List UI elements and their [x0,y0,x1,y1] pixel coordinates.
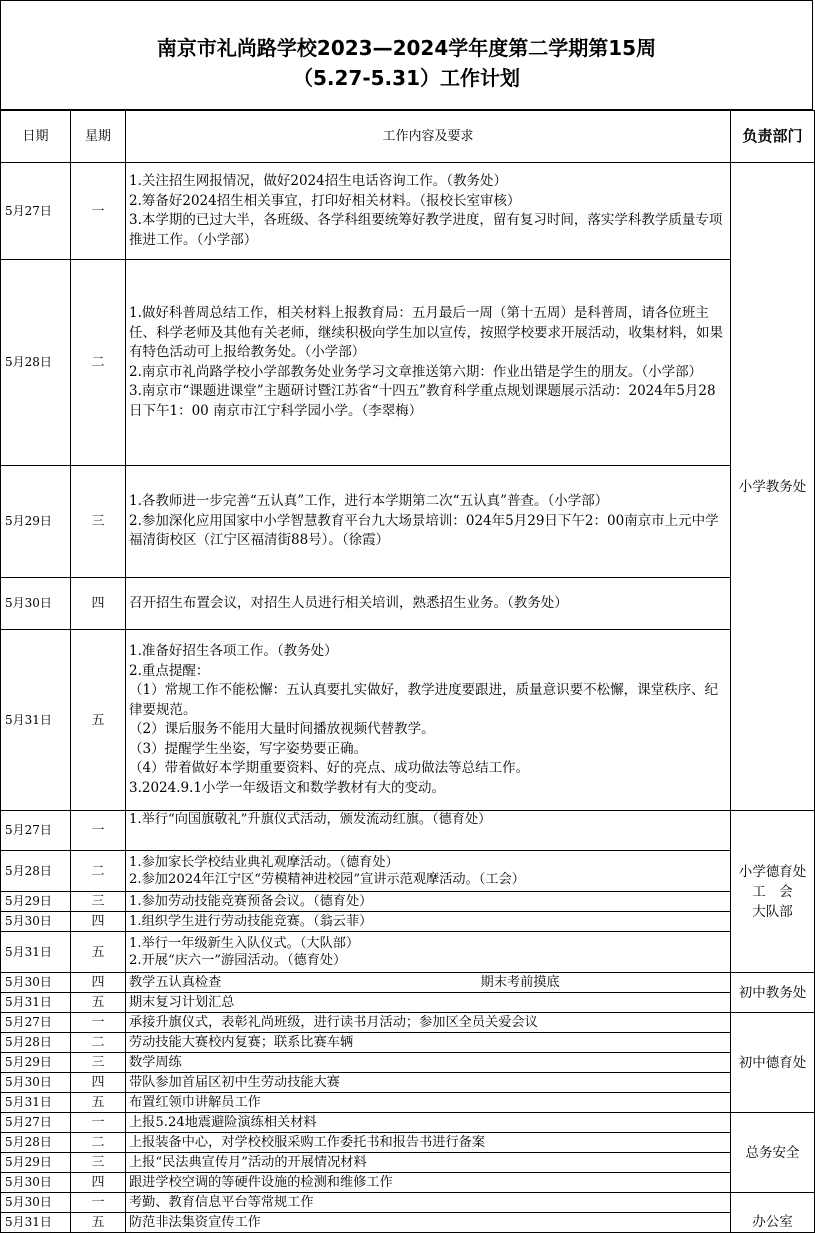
content-cell: 防范非法集资宣传工作 [126,1213,731,1233]
date-cell: 5月31日 [1,1213,71,1233]
table-row [1,1193,815,1213]
date-cell: 5月27日 [1,1113,71,1133]
content-line: 1.做好科普周总结工作，相关材料上报教育局：五月最后一周（第十五周）是科普周，请各位班主任、科学老师及其他有关老师，继续积极向学生加以宣传，按照学校要求开展活动，收集材料，如果有特色活动可上报给教务处。（小学部） [129,305,723,360]
dept-cell-middle-moral: 初中德育处 [731,1013,815,1113]
date-cell: 5月30日 [1,1173,71,1193]
date-cell: 5月27日 [1,811,71,851]
content-cell [126,260,731,466]
content-line: （1）常规工作不能松懈：五认真要扎实做好，教学进度要跟进，质量意识要不松懈，课堂秩序、纪律要规范。 [129,682,719,718]
content-line: 3.2024.9.1小学一年级语文和数学教材有大的变动。 [129,779,445,796]
date-cell: 5月30日 [1,1073,71,1093]
weekday-cell: 五 [71,993,126,1013]
table-row [1,163,815,260]
content-text-right: 期末考前摸底 [480,975,560,990]
weekday-cell: 四 [71,1073,126,1093]
content-line: （4）带着做好本学期重要资料、好的亮点、成功做法等总结工作。 [129,760,530,776]
dept-line: 工 会 [752,883,793,900]
content-cell [126,912,731,932]
dept-cell-office: 办公室 [731,1193,815,1233]
date-cell: 5月27日 [1,163,71,260]
table-row [1,892,815,912]
content-line: 1.关注招生网报情况，做好2024招生电话咨询工作。（教务处） [129,173,507,189]
date-cell: 5月31日 [1,1093,71,1113]
dept-line: 小学德育处 [738,863,807,880]
header-dept: 负责部门 [731,111,815,163]
content-line: 召开招生布置会议，对招生人员进行相关培训，熟悉招生业务。（教务处） [129,594,568,611]
weekday-cell: 一 [71,1013,126,1033]
content-line: （3）提醒学生坐姿，写字姿势要正确。 [129,740,368,757]
header-row [1,111,815,163]
table-row [1,993,815,1013]
table-row [1,1113,815,1133]
content-cell [126,851,731,892]
table-row [1,1013,815,1033]
table-row [1,1173,815,1193]
content-cell: 上报装备中心，对学校校服采购工作委托书和报告书进行备案 [126,1133,731,1153]
content-cell: 布置红领巾讲解员工作 [126,1093,731,1113]
content-line: 1.准备好招生各项工作。（教务处） [129,643,338,659]
date-cell: 5月30日 [1,1193,71,1213]
content-line: 2.参加2024年江宁区“劳模精神进校园”宣讲示范观摩活动。（工会） [129,872,525,887]
weekday-cell: 二 [71,260,126,466]
weekday-cell: 五 [71,630,126,811]
title-line-1: 南京市礼尚路学校2023—2024学年度第二学期第15周 [156,36,657,60]
dept-cell-middle-academic: 初中教务处 [731,973,815,1013]
date-cell: 5月29日 [1,1153,71,1173]
table-row [1,1153,815,1173]
weekday-cell: 五 [71,1213,126,1233]
date-cell: 5月31日 [1,932,71,973]
weekday-cell: 一 [71,1113,126,1133]
date-cell: 5月29日 [1,466,71,578]
content-cell: 上报5.24地震避险演练相关材料 [126,1113,731,1133]
table-row [1,811,815,851]
content-cell: 数学周练 [126,1053,731,1073]
table-row [1,260,815,466]
content-line: 2.开展“庆六一”游园活动。（德育处） [129,953,347,968]
content-cell [126,163,731,260]
table-row [1,1033,815,1053]
date-cell: 5月28日 [1,851,71,892]
content-line: 2.参加深化应用国家中小学智慧教育平台九大场景培训：024年5月29日下午2：00南京市上元中学福清街校区（江宁区福清街88号）。（徐霞） [129,512,719,549]
content-cell [126,630,731,811]
weekday-cell: 三 [71,892,126,912]
table-row [1,1073,815,1093]
dept-cell-primary-moral [731,811,815,973]
content-line: 2.筹备好2024招生相关事宜，打印好相关材料。（报校长室审核） [129,192,521,209]
weekday-cell: 二 [71,1033,126,1053]
table-row [1,912,815,932]
table-row [1,578,815,630]
dept-cell-safety: 总务安全 [731,1113,815,1193]
content-line: 2.南京市礼尚路学校小学部教务处业务学习文章推送第六期：作业出错是学生的朋友。（小学部） [129,363,703,380]
weekday-cell: 四 [71,973,126,993]
content-cell [126,811,731,851]
content-cell [126,932,731,973]
content-line: 2.重点提醒： [129,662,210,679]
date-cell: 5月27日 [1,1013,71,1033]
content-line: 3.南京市“课题进课堂”主题研讨暨江苏省“十四五”教育科学重点规划课题展示活动：2024年5月28日下午1：00 南京市江宁科学园小学。（李翠梅） [129,383,716,419]
weekday-cell: 一 [71,811,126,851]
weekday-cell: 四 [71,578,126,630]
date-cell: 5月31日 [1,630,71,811]
weekday-cell: 二 [71,851,126,892]
content-line: 1.举行一年级新生入队仪式。（大队部） [129,936,360,951]
content-cell: 承接升旗仪式，表彰礼尚班级，进行读书月活动；参加区全员关爱会议 [126,1013,731,1033]
weekday-cell: 一 [71,163,126,260]
table-row [1,1053,815,1073]
date-cell: 5月28日 [1,1133,71,1153]
content-line: （2）课后服务不能用大量时间播放视频代替教学。 [129,721,435,737]
content-line: 1.组织学生进行劳动技能竞赛。（翁云菲） [129,914,373,929]
date-cell: 5月31日 [1,993,71,1013]
date-cell: 5月28日 [1,1033,71,1053]
table-row [1,973,815,993]
dept-cell-primary-academic: 小学教务处 [731,163,815,811]
table-row [1,1213,815,1233]
content-line: 1.举行“向国旗敬礼”升旗仪式活动，颁发流动红旗。（德育处） [129,812,492,827]
date-cell: 5月30日 [1,973,71,993]
content-line: 3.本学期的已过大半，各班级、各学科组要统筹好教学进度，留有复习时间，落实学科教学质量专项推进工作。（小学部） [129,212,723,248]
header-weekday: 星期 [71,111,126,163]
weekday-cell: 三 [71,1053,126,1073]
document-title [0,0,813,110]
content-line: 1.参加劳动技能竞赛预备会议。（德育处） [129,894,373,909]
weekday-cell: 三 [71,1153,126,1173]
header-content: 工作内容及要求 [126,111,731,163]
content-cell: 劳动技能大赛校内复赛；联系比赛车辆 [126,1033,731,1053]
table-row [1,851,815,892]
table-row [1,1133,815,1153]
content-cell: 上报“民法典宣传月”活动的开展情况材料 [126,1153,731,1173]
date-cell: 5月29日 [1,1053,71,1073]
table-row [1,630,815,811]
date-cell: 5月30日 [1,578,71,630]
content-cell: 跟进学校空调的等硬件设施的检测和维修工作 [126,1173,731,1193]
table-row [1,932,815,973]
title-line-2: （5.27-5.31）工作计划 [293,66,520,90]
schedule-table [0,110,815,1233]
content-cell [126,973,731,993]
weekday-cell: 一 [71,1193,126,1213]
content-cell: 考勤、教育信息平台等常规工作 [126,1193,731,1213]
weekday-cell: 四 [71,912,126,932]
date-cell: 5月29日 [1,892,71,912]
content-cell [126,578,731,630]
weekday-cell: 三 [71,466,126,578]
weekday-cell: 五 [71,932,126,973]
weekday-cell: 二 [71,1133,126,1153]
weekday-cell: 五 [71,1093,126,1113]
content-cell [126,466,731,578]
date-cell: 5月28日 [1,260,71,466]
content-text: 教学五认真检查 [129,975,222,990]
dept-line: 大队部 [752,903,793,920]
date-cell: 5月30日 [1,912,71,932]
content-line: 1.参加家长学校结业典礼观摩活动。（德育处） [129,855,399,870]
content-cell [126,892,731,912]
header-date: 日期 [1,111,71,163]
content-cell: 期末复习计划汇总 [126,993,731,1013]
weekday-cell: 四 [71,1173,126,1193]
table-row [1,1093,815,1113]
table-row [1,466,815,578]
content-cell: 带队参加首届区初中生劳动技能大赛 [126,1073,731,1093]
content-line: 1.各教师进一步完善“五认真”工作，进行本学期第二次“五认真”普查。（小学部） [129,493,609,510]
